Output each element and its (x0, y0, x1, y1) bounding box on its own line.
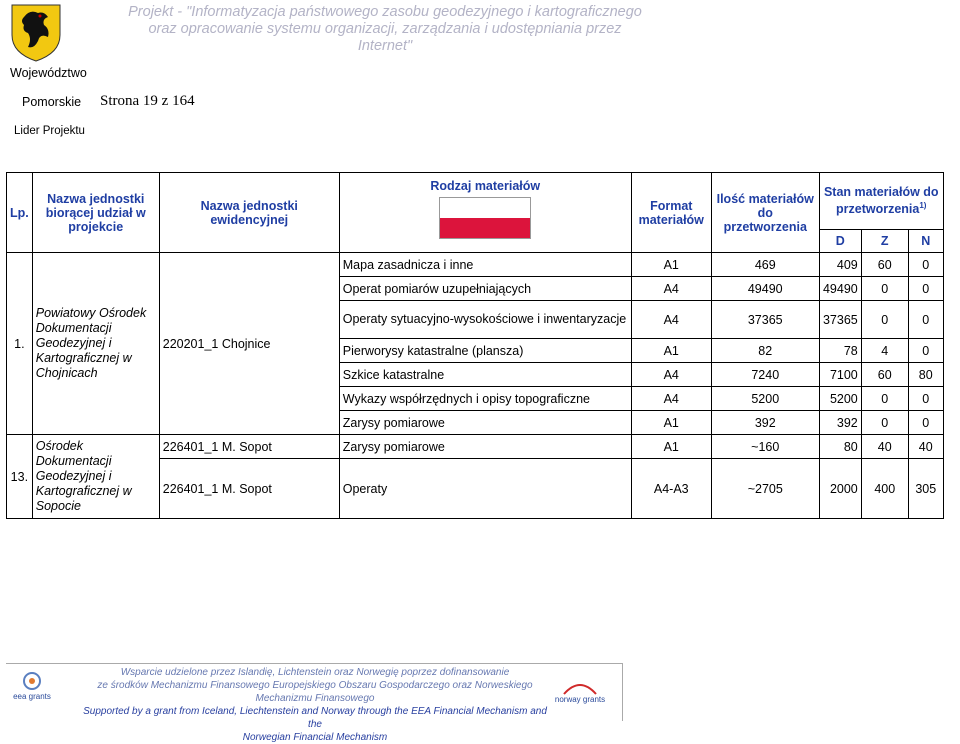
header-title-line: Projekt - "Informatyzacja państwowego zasobu geodezyjnego i kartograficznego (128, 4, 642, 20)
header-state-label: Stan materiałów do przetworzenia (823, 185, 939, 217)
header-state-footnote: 1) (919, 201, 927, 211)
header-qty: Ilość materiałów do przetworzenia (711, 173, 819, 253)
header-d: D (819, 230, 861, 253)
cell-qty: 49490 (711, 277, 819, 301)
cell-type: Wykazy współrzędnych i opisy topograficzne (339, 387, 631, 411)
eea-logo-text: eea grants (13, 692, 51, 701)
poland-flag-icon (439, 197, 531, 239)
cell-format: A4 (631, 387, 711, 411)
cell-format: A4 (631, 301, 711, 339)
cell-qty: 37365 (711, 301, 819, 339)
cell-n: 0 (908, 253, 943, 277)
cell-format: A1 (631, 253, 711, 277)
cell-evid: 226401_1 M. Sopot (159, 435, 339, 459)
cell-n: 0 (908, 301, 943, 339)
cell-format: A4 (631, 363, 711, 387)
cell-n: 0 (908, 339, 943, 363)
cell-z: 60 (861, 363, 908, 387)
cell-format: A1 (631, 411, 711, 435)
cell-format: A4-A3 (631, 459, 711, 519)
footer-divider-vertical (622, 663, 623, 721)
cell-d: 7100 (819, 363, 861, 387)
norway-logo-text: norway grants (554, 695, 606, 704)
cell-d: 80 (819, 435, 861, 459)
footer-divider (6, 663, 622, 664)
wojewodztwo-value: Pomorskie (22, 95, 82, 109)
cell-qty: ~2705 (711, 459, 819, 519)
cell-type: Operaty sytuacyjno-wysokościowe i inwentaryzacje (339, 301, 631, 339)
cell-d: 78 (819, 339, 861, 363)
wojewodztwo-label: Województwo (10, 66, 87, 80)
cell-type: Zarysy pomiarowe (339, 435, 631, 459)
header-title-line: oraz opracowanie systemu organizacji, zarządzania i udostępniania przez (148, 21, 622, 37)
cell-qty: 392 (711, 411, 819, 435)
footer-text (80, 666, 550, 744)
header-z: Z (861, 230, 908, 253)
header-evid: Nazwa jednostki ewidencyjnej (159, 173, 339, 253)
footer-line-en: Norwegian Financial Mechanism (242, 732, 388, 743)
header-type-label: Rodzaj materiałów (430, 179, 541, 193)
cell-n: 0 (908, 411, 943, 435)
cell-z: 0 (861, 301, 908, 339)
header-n: N (908, 230, 943, 253)
cell-d: 392 (819, 411, 861, 435)
cell-z: 0 (861, 387, 908, 411)
lider-label: Lider Projektu (14, 125, 85, 137)
cell-type: Operaty (339, 459, 631, 519)
cell-n: 80 (908, 363, 943, 387)
cell-z: 0 (861, 277, 908, 301)
eea-grants-logo-icon (14, 670, 50, 710)
cell-n: 0 (908, 277, 943, 301)
footer-line-pl: ze środków Mechanizmu Finansowego Europejskiego Obszaru Gospodarczego oraz Norweskiego (97, 680, 533, 691)
table-row (7, 435, 944, 459)
header-lp: Lp. (7, 173, 33, 253)
header-type (339, 173, 631, 253)
footer-line-pl: Wsparcie udzielone przez Islandię, Lichtenstein oraz Norwegię poprzez dofinansowanie (120, 667, 510, 678)
header-unit: Nazwa jednostki biorącej udział w projekcie (32, 173, 159, 253)
row-unit: Powiatowy Ośrodek Dokumentacji Geodezyjnej i Kartograficznej w Chojnicach (32, 253, 159, 435)
cell-d: 37365 (819, 301, 861, 339)
cell-type: Operat pomiarów uzupełniających (339, 277, 631, 301)
cell-z: 60 (861, 253, 908, 277)
cell-type: Zarysy pomiarowe (339, 411, 631, 435)
row-unit: Ośrodek Dokumentacji Geodezyjnej i Kartograficznej w Sopocie (32, 435, 159, 519)
footer-line-pl: Mechanizmu Finansowego (255, 693, 375, 704)
cell-d: 49490 (819, 277, 861, 301)
cell-type: Szkice katastralne (339, 363, 631, 387)
page-number: Strona 19 z 164 (100, 93, 195, 109)
header-state (819, 173, 943, 230)
cell-z: 400 (861, 459, 908, 519)
row-lp: 1. (7, 253, 33, 435)
cell-format: A1 (631, 339, 711, 363)
materials-table (6, 172, 944, 519)
cell-d: 2000 (819, 459, 861, 519)
cell-qty: 82 (711, 339, 819, 363)
row-evid: 220201_1 Chojnice (159, 253, 339, 435)
cell-qty: 469 (711, 253, 819, 277)
cell-qty: 5200 (711, 387, 819, 411)
cell-type: Pierworysy katastralne (plansza) (339, 339, 631, 363)
cell-d: 409 (819, 253, 861, 277)
document-header-title (90, 4, 680, 55)
cell-n: 40 (908, 435, 943, 459)
cell-z: 4 (861, 339, 908, 363)
table-row (7, 253, 944, 277)
cell-n: 0 (908, 387, 943, 411)
cell-qty: 7240 (711, 363, 819, 387)
pomorskie-coat-of-arms-icon (10, 3, 62, 63)
cell-n: 305 (908, 459, 943, 519)
cell-d: 5200 (819, 387, 861, 411)
row-lp: 13. (7, 435, 33, 519)
cell-qty: ~160 (711, 435, 819, 459)
header-title-line: Internet" (357, 38, 413, 54)
cell-type: Mapa zasadnicza i inne (339, 253, 631, 277)
cell-format: A4 (631, 277, 711, 301)
cell-format: A1 (631, 435, 711, 459)
header-format: Format materiałów (631, 173, 711, 253)
norway-grants-logo-icon (554, 672, 606, 712)
cell-evid: 226401_1 M. Sopot (159, 459, 339, 519)
footer-line-en: Supported by a grant from Iceland, Liechtenstein and Norway through the EEA Financial Mechanism and the (83, 706, 547, 730)
cell-z: 0 (861, 411, 908, 435)
cell-z: 40 (861, 435, 908, 459)
